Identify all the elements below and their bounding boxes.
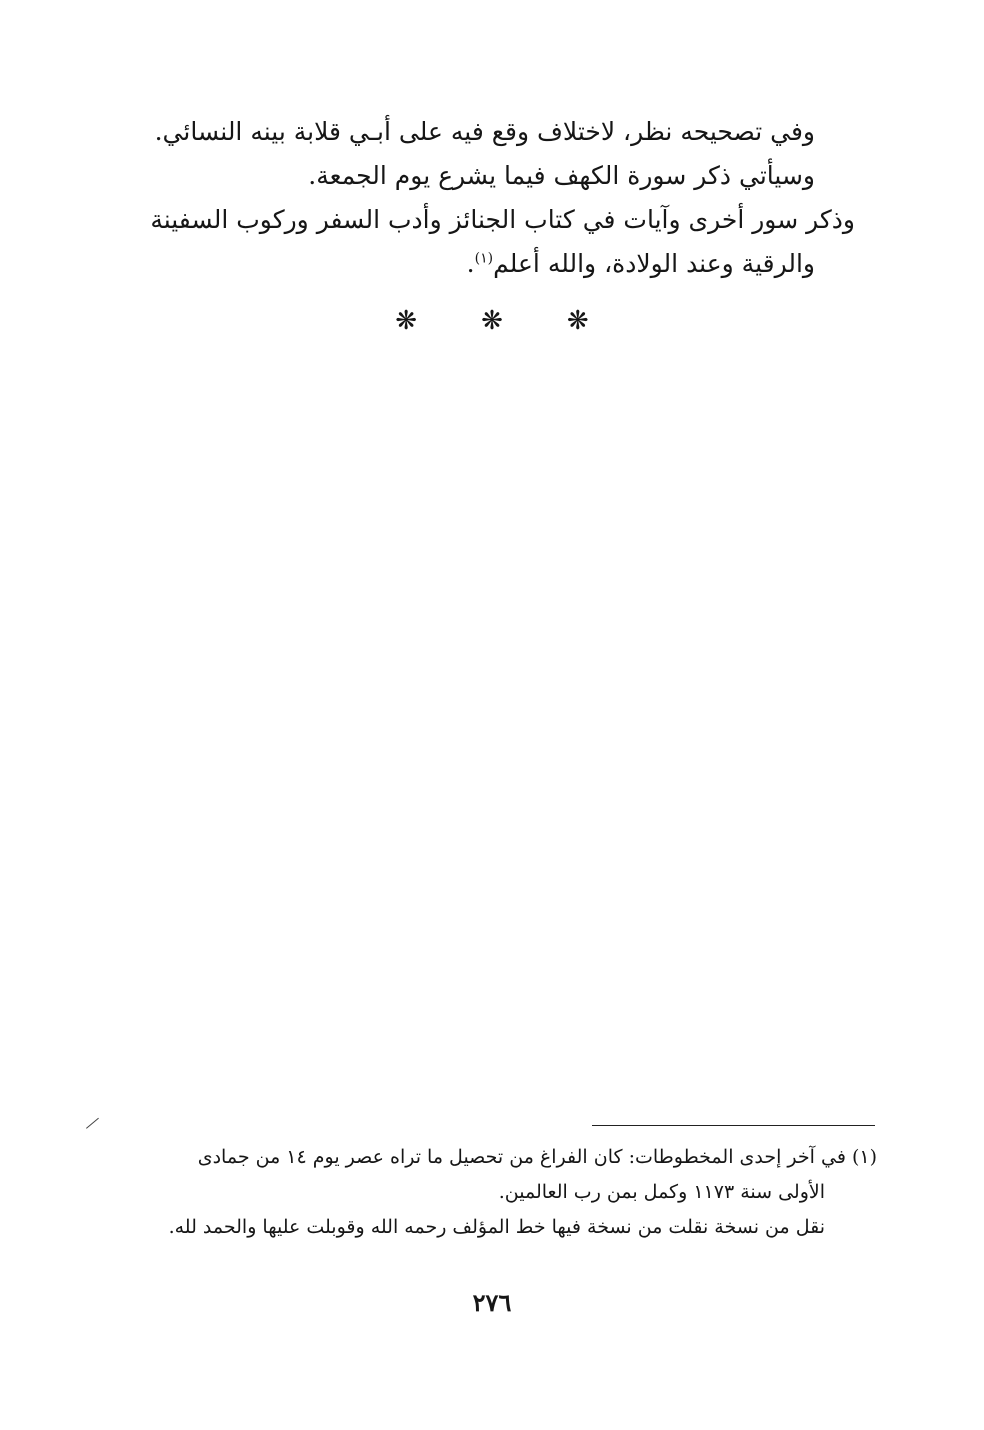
text-line-4-period: . [466,249,475,278]
footnote-1-line-1: (١) في آخر إحدى المخطوطات: كان الفراغ من تحصيل ما تراه عصر يوم ١٤ من جمادى [197,1146,877,1168]
separator-asterisk: ❋ [395,306,418,336]
section-separator [0,306,984,336]
text-line-1: وفي تصحيحه نظر، لاختلاف وقع فيه على أبـي قلابة بينه النسائي. [154,117,815,146]
footnote-rule [592,1125,875,1126]
text-line-2: وسيأتي ذكر سورة الكهف فيما يشرع يوم الجمعة. [308,161,815,190]
stray-mark [86,1118,99,1129]
footnotes [105,1140,877,1245]
separator-asterisk: ❋ [481,306,503,336]
footnote-1-line-3: نقل من نسخة نقلت من نسخة فيها خط المؤلف رحمه الله وقوبلت عليها والحمد لله. [168,1216,825,1238]
main-text [90,110,855,286]
text-line-4-body: والرقية وعند الولادة، والله أعلم [493,249,815,278]
separator-asterisk: ❋ [566,306,589,336]
page-number: ٢٧٦ [472,1288,512,1317]
text-line-4 [90,242,815,286]
text-line-3: وذكر سور أخرى وآيات في كتاب الجنائز وأدب السفر وركوب السفينة [150,205,855,234]
footnote-reference: (١) [474,250,494,267]
footnote-1-line-2: الأولى سنة ١١٧٣ وكمل بمن رب العالمين. [498,1181,825,1203]
